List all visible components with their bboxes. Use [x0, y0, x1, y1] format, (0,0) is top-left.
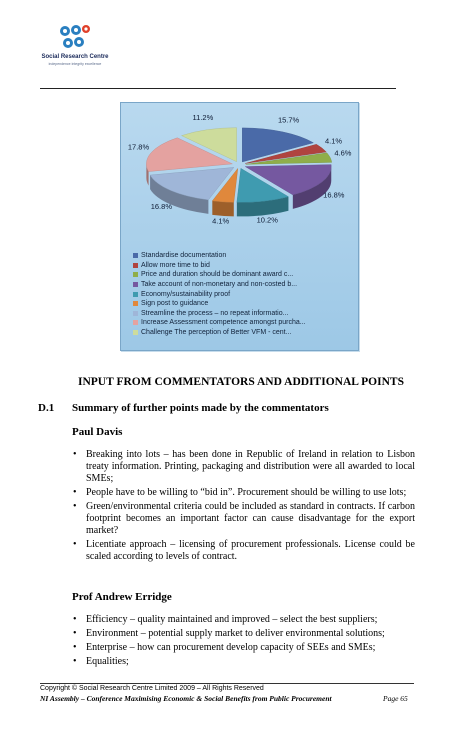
page-heading: INPUT FROM COMMENTATORS AND ADDITIONAL POINTS — [78, 376, 404, 388]
footer-rule — [40, 683, 414, 684]
legend-label: Take account of non-monetary and non-costed b... — [141, 281, 298, 289]
slice-data-label: 4.1% — [212, 216, 230, 226]
footer-copyright: Copyright © Social Research Centre Limited 2009 – All Rights Reserved — [40, 685, 264, 692]
list-item — [72, 449, 415, 485]
legend-swatch — [133, 292, 138, 297]
legend-swatch — [133, 263, 138, 268]
header-rule — [40, 88, 396, 89]
list-item — [72, 628, 415, 640]
slice-data-label: 16.8% — [323, 190, 345, 200]
logo-name: Social Research Centre — [41, 54, 109, 60]
logo-mark-icon — [58, 22, 92, 52]
list-item — [72, 642, 415, 654]
legend-item — [133, 318, 306, 328]
legend-item — [133, 299, 306, 309]
legend-label: Challenge The perception of Better VFM - cent... — [141, 329, 292, 337]
legend-swatch — [133, 311, 138, 316]
legend-item — [133, 328, 306, 338]
slice-data-label: 15.7% — [277, 115, 300, 125]
legend-label: Economy/sustainability proof — [141, 290, 231, 298]
point-text: Green/environmental criteria could be included as standard in contracts. If carbon footprint becomes an important factor can cause disadvantage for the export market? — [86, 501, 415, 536]
pie-slice-side — [212, 201, 233, 216]
commentator-points-list — [72, 614, 415, 670]
legend-item — [133, 251, 306, 261]
legend-swatch — [133, 272, 138, 277]
legend-swatch — [133, 253, 138, 258]
social-research-centre-logo — [40, 22, 110, 80]
legend-swatch — [133, 320, 138, 325]
list-item — [72, 539, 415, 563]
logo-tagline: independence integrity excellence — [48, 62, 102, 66]
legend-label: Streamline the process – no repeat informatio... — [141, 309, 289, 317]
list-item — [72, 487, 415, 499]
commentator-name: Paul Davis — [72, 426, 123, 438]
bullet-icon: • — [73, 614, 77, 625]
bullet-icon: • — [73, 628, 77, 639]
list-item — [72, 614, 415, 626]
legend-label: Standardise documentation — [141, 252, 227, 260]
section-heading — [38, 402, 329, 414]
point-text: Breaking into lots – has been done in Republic of Ireland in relation to Lisbon treaty information. Printing, packaging and distribution were all awarded to local SMEs; — [86, 449, 415, 484]
point-text: Environment – potential supply market to deliver environmental solutions; — [86, 628, 385, 639]
slice-data-label: 11.2% — [192, 112, 214, 122]
chart-legend — [133, 251, 306, 337]
slice-data-label: 4.1% — [324, 136, 343, 146]
point-text: Equalities; — [86, 656, 129, 667]
legend-label: Sign post to guidance — [141, 300, 209, 308]
page-number: Page 65 — [383, 694, 408, 703]
legend-item — [133, 309, 306, 319]
legend-swatch — [133, 282, 138, 287]
bullet-icon: • — [73, 501, 77, 512]
legend-item — [133, 261, 306, 271]
section-number: D.1 — [38, 402, 55, 414]
commentator-points-list — [72, 449, 415, 565]
list-item — [72, 501, 415, 537]
legend-swatch — [133, 301, 138, 306]
legend-label: Allow more time to bid — [141, 261, 210, 269]
point-text: People have to be willing to “bid in”. Procurement should be willing to use lots; — [86, 487, 407, 498]
legend-item — [133, 280, 306, 290]
legend-swatch — [133, 330, 138, 335]
legend-item — [133, 270, 306, 280]
slice-data-label: 16.8% — [150, 201, 173, 211]
bullet-icon: • — [73, 449, 77, 460]
slice-data-label: 10.2% — [256, 215, 278, 225]
pie-chart — [120, 102, 359, 351]
point-text: Efficiency – quality maintained and improved – select the best suppliers; — [86, 614, 378, 625]
commentator-name: Prof Andrew Erridge — [72, 591, 172, 603]
legend-item — [133, 289, 306, 299]
list-item — [72, 656, 415, 668]
point-text: Licentiate approach – licensing of procurement professionals. License could be scaled according to levels of contract. — [86, 539, 415, 562]
slice-data-label: 4.6% — [334, 148, 352, 158]
legend-label: Price and duration should be dominant award c... — [141, 271, 294, 279]
footer-title: NI Assembly – Conference Maximising Economic & Social Benefits from Public Procurement — [40, 694, 332, 703]
bullet-icon: • — [73, 487, 77, 498]
legend-label: Increase Assessment competence amongst purcha... — [141, 319, 306, 327]
point-text: Enterprise – how can procurement develop capacity of SEEs and SMEs; — [86, 642, 376, 653]
slice-data-label: 17.8% — [127, 142, 150, 152]
pie-chart-svg — [121, 103, 358, 251]
section-title: Summary of further points made by the commentators — [72, 402, 329, 414]
bullet-icon: • — [73, 656, 77, 667]
bullet-icon: • — [73, 539, 77, 550]
bullet-icon: • — [73, 642, 77, 653]
